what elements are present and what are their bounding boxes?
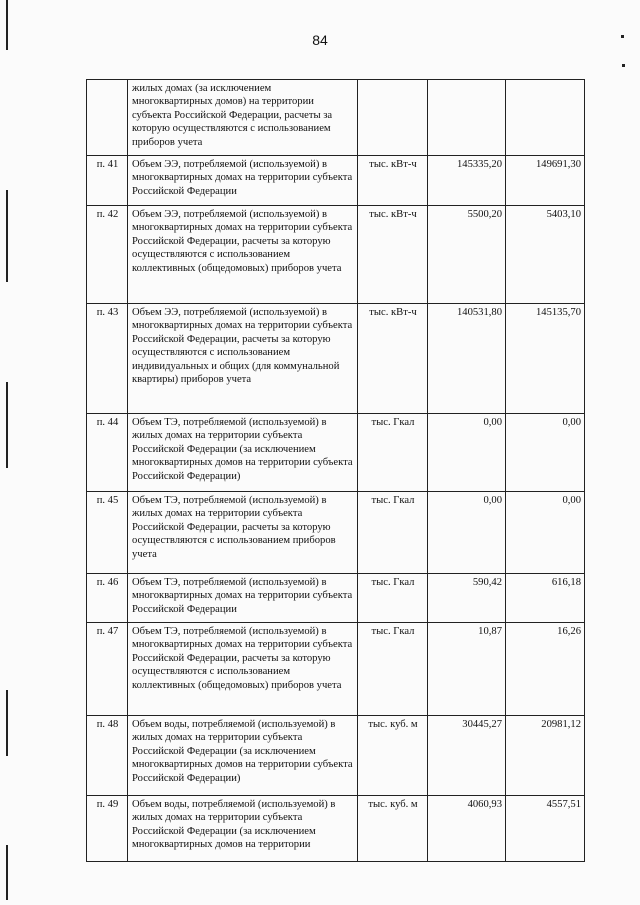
row-value-1: 0,00: [428, 492, 506, 574]
scan-edge-line: [6, 845, 8, 900]
row-value-1: [428, 80, 506, 156]
table-row: [87, 414, 585, 492]
row-value-1: 30445,27: [428, 716, 506, 796]
row-description: Объем ЭЭ, потребляемой (используемой) в многоквартирных домах на территории субъекта Российской Федерации, расчеты за которую осуществляются с использованием коллективных (общедомовых) приборов учета: [128, 206, 358, 304]
table-row: [87, 574, 585, 623]
row-value-2: 4557,51: [506, 796, 585, 862]
row-description: Объем ЭЭ, потребляемой (используемой) в многоквартирных домах на территории субъекта Российской Федерации, расчеты за которую осуществляются с использованием индивидуальных и общих (для коммунальной квартиры) приборов учета: [128, 304, 358, 414]
row-description: Объем ЭЭ, потребляемой (используемой) в многоквартирных домах на территории субъекта Российской Федерации: [128, 156, 358, 206]
row-value-1: 5500,20: [428, 206, 506, 304]
row-description: Объем ТЭ, потребляемой (используемой) в жилых домах на территории субъекта Российской Федерации (за исключением многоквартирных домов на территории субъекта Российской Федерации): [128, 414, 358, 492]
row-number: п. 47: [87, 623, 128, 716]
row-number: п. 41: [87, 156, 128, 206]
indicator-table: [86, 79, 585, 862]
table-row: [87, 206, 585, 304]
table-row: [87, 156, 585, 206]
row-unit: тыс. Гкал: [358, 574, 428, 623]
row-number: п. 42: [87, 206, 128, 304]
row-unit: тыс. Гкал: [358, 623, 428, 716]
row-value-2: 145135,70: [506, 304, 585, 414]
table-row: [87, 304, 585, 414]
scan-edge-line: [6, 382, 8, 468]
page-number: 84: [312, 32, 328, 48]
row-value-2: 149691,30: [506, 156, 585, 206]
row-number: п. 49: [87, 796, 128, 862]
scan-edge-line: [6, 0, 8, 50]
row-unit: тыс. Гкал: [358, 492, 428, 574]
row-unit: тыс. куб. м: [358, 716, 428, 796]
row-description: Объем ТЭ, потребляемой (используемой) в жилых домах на территории субъекта Российской Федерации, расчеты за которую осуществляются с использованием приборов учета: [128, 492, 358, 574]
row-value-2: [506, 80, 585, 156]
table-row: [87, 716, 585, 796]
scan-dot: [622, 64, 625, 67]
row-unit: тыс. кВт-ч: [358, 156, 428, 206]
row-value-1: 590,42: [428, 574, 506, 623]
row-value-2: 16,26: [506, 623, 585, 716]
row-value-2: 0,00: [506, 414, 585, 492]
row-value-1: 4060,93: [428, 796, 506, 862]
row-description: Объем ТЭ, потребляемой (используемой) в многоквартирных домах на территории субъекта Российской Федерации: [128, 574, 358, 623]
row-unit: тыс. кВт-ч: [358, 206, 428, 304]
table-row: [87, 492, 585, 574]
table-row: [87, 796, 585, 862]
row-number: [87, 80, 128, 156]
row-description: жилых домах (за исключением многоквартирных домов) на территории субъекта Российской Федерации, расчеты за которую осуществляются с использованием приборов учета: [128, 80, 358, 156]
scan-edge-line: [6, 190, 8, 282]
row-value-1: 0,00: [428, 414, 506, 492]
row-value-1: 10,87: [428, 623, 506, 716]
row-unit: тыс. Гкал: [358, 414, 428, 492]
row-unit: [358, 80, 428, 156]
row-number: п. 44: [87, 414, 128, 492]
table-row: [87, 623, 585, 716]
row-value-1: 140531,80: [428, 304, 506, 414]
row-number: п. 48: [87, 716, 128, 796]
row-number: п. 46: [87, 574, 128, 623]
scan-dot: [621, 35, 624, 38]
row-description: Объем воды, потребляемой (используемой) в жилых домах на территории субъекта Российской Федерации (за исключением многоквартирных домов на территории: [128, 796, 358, 862]
row-value-2: 5403,10: [506, 206, 585, 304]
row-number: п. 43: [87, 304, 128, 414]
scan-edge-line: [6, 690, 8, 756]
row-value-1: 145335,20: [428, 156, 506, 206]
table-row: [87, 80, 585, 156]
row-value-2: 0,00: [506, 492, 585, 574]
row-unit: тыс. кВт-ч: [358, 304, 428, 414]
row-unit: тыс. куб. м: [358, 796, 428, 862]
row-description: Объем ТЭ, потребляемой (используемой) в многоквартирных домах на территории субъекта Российской Федерации, расчеты за которую осуществляются с использованием коллективных (общедомовых) приборов учета: [128, 623, 358, 716]
row-value-2: 20981,12: [506, 716, 585, 796]
row-description: Объем воды, потребляемой (используемой) в жилых домах на территории субъекта Российской Федерации (за исключением многоквартирных домов на территории субъекта Российской Федерации): [128, 716, 358, 796]
row-value-2: 616,18: [506, 574, 585, 623]
row-number: п. 45: [87, 492, 128, 574]
